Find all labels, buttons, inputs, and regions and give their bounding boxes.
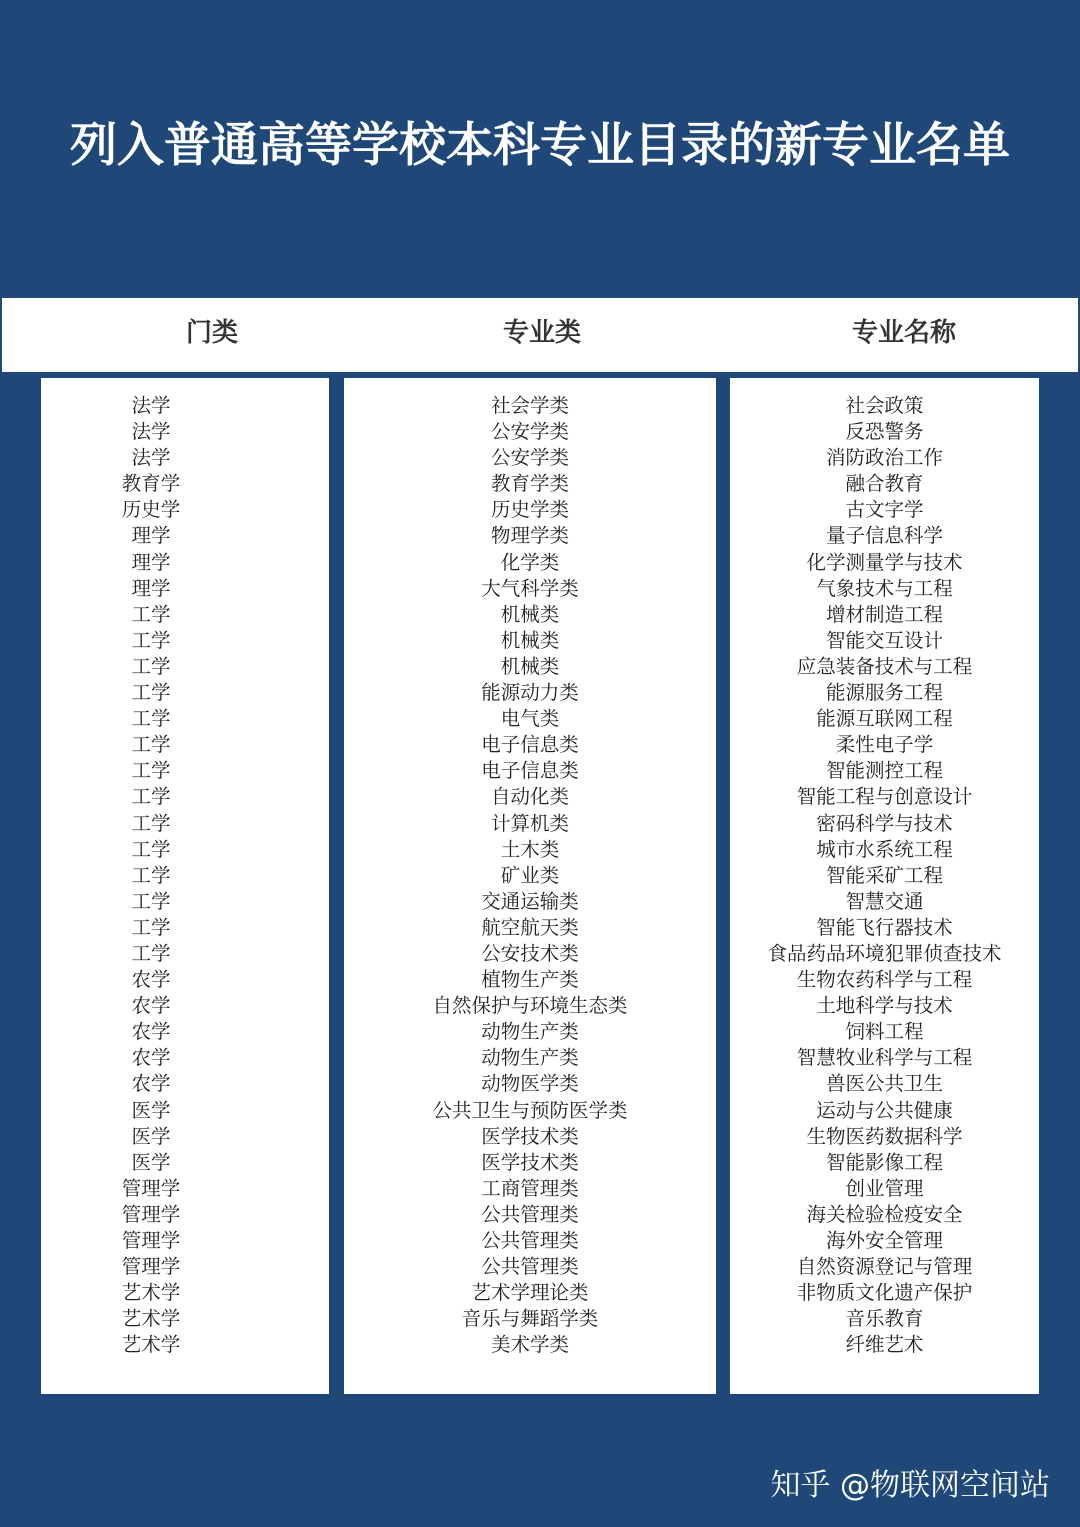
major-name-cell: 自然资源登记与管理	[796, 1255, 973, 1279]
major-class-cell: 机械类	[500, 628, 560, 652]
major-name-cell: 智能影像工程	[825, 1150, 943, 1174]
major-name-cell: 生物医药数据科学	[806, 1124, 963, 1148]
category-cell: 历史学	[121, 498, 181, 522]
major-class-cell: 机械类	[500, 602, 560, 626]
major-name-cell: 古文字学	[845, 498, 924, 522]
major-class-cell: 公共管理类	[481, 1229, 579, 1252]
major-name-cell: 智能测控工程	[825, 759, 943, 783]
category-column	[41, 378, 329, 1394]
category-cell: 农学	[131, 994, 171, 1018]
category-cell: 工学	[131, 941, 171, 965]
major-class-cell: 土木类	[500, 837, 560, 861]
major-class-cell: 音乐与舞蹈学类	[461, 1307, 599, 1331]
major-name-cell: 密码科学与技术	[816, 811, 953, 835]
category-cell: 法学	[131, 394, 171, 417]
major-class-cell: 电子信息类	[481, 733, 579, 757]
category-cell: 农学	[131, 1046, 171, 1070]
major-name-cell: 增材制造工程	[825, 602, 943, 626]
major-class-cell: 计算机类	[490, 811, 569, 835]
major-name-cell: 海外安全管理	[825, 1229, 943, 1252]
category-cell: 工学	[131, 889, 171, 913]
major-class-cell: 公安学类	[490, 446, 569, 470]
major-name-cell: 社会政策	[845, 394, 924, 417]
major-name-cell: 化学测量学与技术	[806, 550, 963, 574]
major-name-cell: 饲料工程	[845, 1020, 924, 1044]
major-class-cell: 教育学类	[490, 472, 569, 496]
major-class-cell: 工商管理类	[481, 1176, 579, 1200]
major-name-cell: 融合教育	[845, 472, 924, 496]
major-name-cell: 智能采矿工程	[825, 863, 943, 887]
category-cell: 艺术学	[121, 1307, 181, 1331]
major-class-cell: 公安学类	[490, 420, 569, 444]
major-class-cell: 动物医学类	[481, 1072, 579, 1096]
major-class-cell: 公共卫生与预防医学类	[432, 1098, 628, 1122]
category-cell: 管理学	[121, 1255, 181, 1279]
major-name-cell: 纤维艺术	[845, 1333, 924, 1357]
major-class-cell: 动物生产类	[481, 1046, 579, 1070]
major-class-cell: 公安技术类	[481, 941, 579, 965]
major-name-cell: 消防政治工作	[825, 446, 943, 470]
major-name-cell: 生物农药科学与工程	[796, 968, 973, 992]
major-class-cell: 自然保护与环境生态类	[432, 994, 628, 1018]
major-name-cell: 气象技术与工程	[816, 576, 953, 600]
category-cell: 农学	[131, 1020, 171, 1044]
category-cell: 理学	[131, 550, 171, 574]
major-name-cell: 反恐警务	[845, 420, 924, 444]
header-major-name: 专业名称	[851, 318, 956, 348]
major-name-cell: 食品药品环境犯罪侦查技术	[767, 941, 1002, 965]
major-class-cell: 美术学类	[490, 1333, 569, 1357]
major-name-column	[730, 378, 1039, 1394]
category-cell: 农学	[131, 968, 171, 992]
major-name-cell: 智慧牧业科学与工程	[796, 1046, 973, 1070]
major-class-cell: 矿业类	[500, 863, 560, 887]
major-name-cell: 海关检验检疫安全	[806, 1202, 963, 1226]
major-class-cell: 医学技术类	[481, 1124, 579, 1148]
category-cell: 工学	[131, 707, 171, 731]
category-cell: 工学	[131, 733, 171, 757]
major-class-cell: 社会学类	[490, 394, 569, 417]
category-cell: 工学	[131, 681, 171, 705]
category-cell: 农学	[131, 1072, 171, 1096]
major-class-cell: 航空航天类	[481, 915, 579, 939]
major-name-cell: 应急装备技术与工程	[796, 654, 973, 678]
category-cell: 工学	[131, 759, 171, 783]
category-cell: 工学	[131, 654, 171, 678]
category-cell: 理学	[131, 576, 171, 600]
major-class-cell: 机械类	[500, 654, 560, 678]
category-cell: 工学	[131, 811, 171, 835]
category-cell: 法学	[131, 446, 171, 470]
major-name-cell: 量子信息科学	[825, 524, 943, 548]
major-class-cell: 艺术学理论类	[471, 1281, 589, 1305]
category-cell: 管理学	[121, 1176, 181, 1200]
category-cell: 工学	[131, 785, 171, 809]
major-class-cell: 电子信息类	[481, 759, 579, 783]
major-name-cell: 智慧交通	[845, 889, 924, 913]
major-class-cell: 公共管理类	[481, 1255, 579, 1279]
major-class-cell: 历史学类	[490, 498, 569, 522]
category-cell: 法学	[131, 420, 171, 444]
major-name-cell: 能源服务工程	[825, 681, 943, 705]
category-cell: 管理学	[121, 1229, 181, 1252]
category-cell: 工学	[131, 602, 171, 626]
major-name-cell: 音乐教育	[845, 1307, 924, 1331]
major-name-cell: 智能交互设计	[825, 628, 943, 652]
major-class-cell: 公共管理类	[481, 1202, 579, 1226]
major-name-cell: 智能工程与创意设计	[796, 785, 973, 809]
major-class-cell: 物理学类	[490, 524, 569, 548]
category-cell: 工学	[131, 837, 171, 861]
category-cell: 工学	[131, 915, 171, 939]
major-name-cell: 能源互联网工程	[816, 707, 953, 731]
major-class-cell: 交通运输类	[481, 889, 579, 913]
major-name-cell: 非物质文化遗产保护	[796, 1281, 973, 1305]
major-name-cell: 运动与公共健康	[816, 1098, 953, 1122]
major-class-column	[344, 378, 716, 1394]
major-class-cell: 化学类	[500, 550, 560, 574]
major-name-cell: 土地科学与技术	[816, 994, 953, 1018]
category-cell: 工学	[131, 628, 171, 652]
category-cell: 艺术学	[121, 1281, 181, 1305]
category-cell: 教育学	[121, 472, 181, 496]
header-category: 门类	[185, 318, 238, 348]
category-cell: 管理学	[121, 1202, 181, 1226]
major-class-cell: 自动化类	[490, 785, 569, 809]
major-class-cell: 能源动力类	[481, 681, 579, 705]
major-class-cell: 医学技术类	[481, 1150, 579, 1174]
major-class-cell: 电气类	[500, 707, 560, 731]
category-cell: 医学	[131, 1098, 171, 1122]
major-name-cell: 智能飞行器技术	[816, 915, 953, 939]
category-cell: 医学	[131, 1150, 171, 1174]
header-major-class: 专业类	[502, 318, 581, 348]
category-cell: 医学	[131, 1124, 171, 1148]
page-title: 列入普通高等学校本科专业目录的新专业名单	[70, 118, 1010, 173]
major-name-cell: 创业管理	[845, 1176, 924, 1200]
major-name-cell: 城市水系统工程	[816, 837, 953, 861]
major-name-cell: 兽医公共卫生	[825, 1072, 943, 1096]
major-class-cell: 动物生产类	[481, 1020, 579, 1044]
category-cell: 理学	[131, 524, 171, 548]
major-name-cell: 柔性电子学	[835, 733, 934, 757]
major-class-cell: 大气科学类	[481, 576, 579, 600]
watermark-credit: 知乎 @物联网空间站	[770, 1468, 1050, 1503]
category-cell: 工学	[131, 863, 171, 887]
table-header	[2, 298, 1078, 372]
category-cell: 艺术学	[121, 1333, 181, 1357]
major-class-cell: 植物生产类	[481, 968, 579, 992]
